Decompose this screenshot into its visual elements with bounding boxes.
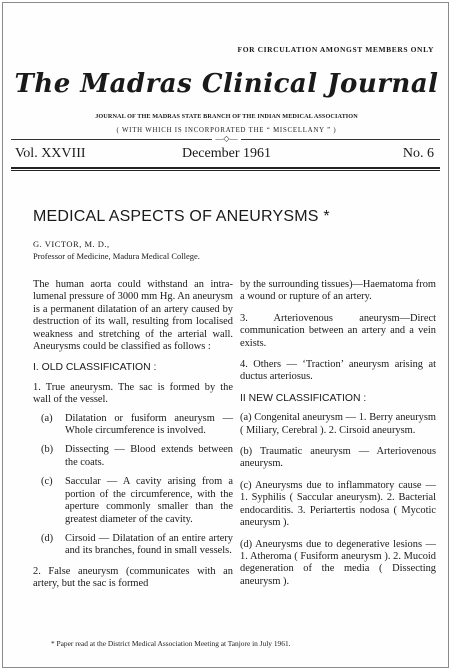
journal-incorporation-note: ( WITH WHICH IS INCORPORATED THE “ MISCELLANY ” )	[116, 127, 337, 134]
footnote: * Paper read at the District Medical Association Meeting at Tanjore in July 1961.	[51, 639, 291, 648]
sub-item	[33, 444, 233, 469]
issue-date: December 1961	[181, 146, 272, 161]
new-class-item: (b) Traumatic aneurysm — Arteriovenous aneurysm.	[240, 446, 436, 470]
new-class-item: (d) Aneurysms due to degenerative lesions — 1. Atheroma ( Fusiform aneurysm ). 2. Mucoid degeneration of the media ( Dissecting aneurysm ).	[240, 538, 436, 587]
journal-page	[2, 2, 449, 668]
false-aneurysm-item: 2. False aneurysm (communicates with an artery, but the sac is formed	[33, 565, 233, 590]
volume-label: Vol. XXVIII	[15, 146, 86, 161]
right-column	[240, 279, 436, 597]
sub-item	[33, 533, 233, 558]
false-aneurysm-continued: by the surrounding tissues)—Haematoma from a wound or rupture of an artery.	[240, 279, 436, 303]
new-class-item: (c) Aneurysms due to inflammatory cause — 1. Syphilis ( Saccular aneurysm). 2. Bacterial endocarditis. 3. Periartertis nodosa ( Mycotic aneurysm ).	[240, 479, 436, 529]
issue-number: No. 6	[402, 146, 434, 161]
true-aneurysm-item: 1. True aneurysm. The sac is formed by the wall of the vessel.	[33, 381, 233, 406]
article-author: G. VICTOR, M. D.,	[33, 239, 110, 249]
intro-paragraph: The human aorta could withstand an intra-lumenal pressure of 3000 mm Hg. An aneurysm is a permanent dilatation of an artery caused by destruction of its wall, resulting from localised weakness and stretching of the arterial wall. Aneurysms could be classified as follows :	[33, 279, 233, 353]
issue-rule-thin	[11, 170, 440, 171]
sub-item-text: Cirsoid — Dilatation of an entire artery and its branches, found in small vessels.	[65, 532, 233, 557]
new-class-item: (a) Congenital aneurysm — 1. Berry aneurysm ( Miliary, Cerebral ). 2. Cirsoid aneurysm.	[240, 412, 436, 436]
left-column	[33, 279, 233, 600]
sub-item-label: (c)	[41, 476, 53, 488]
sub-item	[33, 476, 233, 526]
others-item: 4. Others — ‘Traction’ aneurysm arising at ductus arteriosus.	[240, 359, 436, 383]
sub-item-label: (d)	[41, 532, 54, 544]
journal-subtitle: JOURNAL OF THE MADRAS STATE BRANCH OF THE INDIAN MEDICAL ASSOCIATION	[95, 113, 358, 120]
sub-item-label: (a)	[41, 412, 53, 424]
section-heading-old: I. OLD CLASSIFICATION :	[33, 362, 157, 374]
sub-item-text: Dissecting — Blood extends between the coats.	[65, 444, 233, 468]
author-affiliation: Professor of Medicine, Madura Medical College.	[33, 251, 200, 261]
ornament-glyph: —◇—	[212, 134, 240, 143]
section-heading-new: II NEW CLASSIFICATION :	[240, 392, 367, 404]
arteriovenous-item: 3. Arteriovenous aneurysm—Direct communication between an artery and a vein exists.	[240, 312, 436, 349]
ornament-divider	[3, 135, 450, 143]
issue-rule-thick	[11, 167, 440, 169]
journal-masthead: The Madras Clinical Journal	[14, 69, 439, 99]
circulation-notice: FOR CIRCULATION AMONGST MEMBERS ONLY	[237, 45, 434, 54]
sub-item-text: Saccular — A cavity arising from a portion of the circumference, with the aperture commonly smaller than the greatest diameter of the cavity.	[65, 476, 233, 525]
sub-item-label: (b)	[41, 444, 54, 456]
sub-item	[33, 413, 233, 438]
sub-item-text: Dilatation or fusiform aneurysm — Whole circumference is involved.	[65, 412, 233, 437]
article-title: MEDICAL ASPECTS OF ANEURYSMS *	[33, 208, 330, 225]
